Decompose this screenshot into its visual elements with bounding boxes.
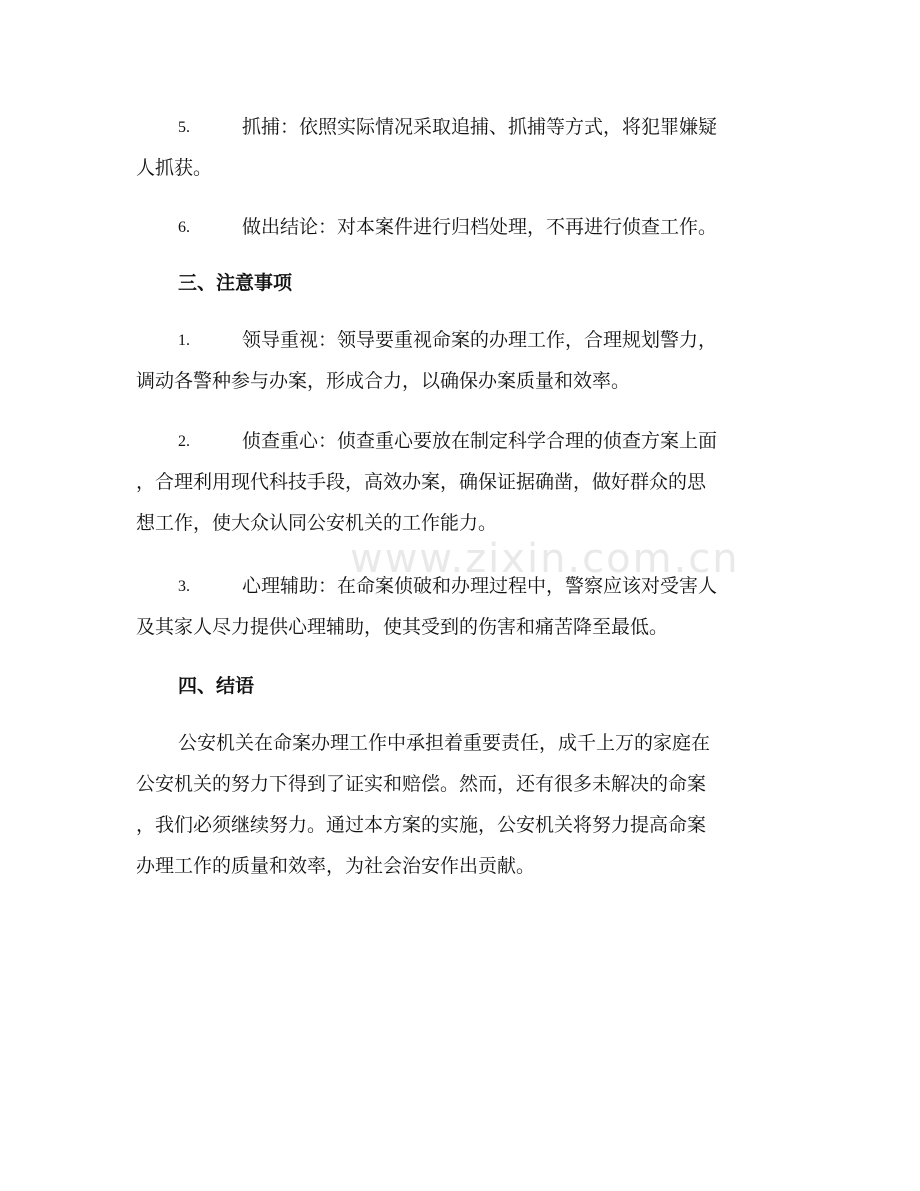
item-number: 5. [178, 119, 190, 136]
item-number: 6. [178, 219, 190, 236]
list-item-3 [136, 566, 776, 648]
list-item-1 [136, 320, 776, 402]
item-text-line: 心理辅助：在命案侦破和办理过程中，警察应该对受害人 [242, 575, 718, 597]
item-text-line: 领导重视：领导要重视命案的办理工作，合理规划警力， [242, 329, 718, 351]
paragraph-line: 办理工作的质量和效率，为社会治安作出贡献。 [136, 855, 536, 877]
watermark: www.zixin.com.cn [350, 536, 740, 582]
paragraph-line: 公安机关在命案办理工作中承担着重要责任，成千上万的家庭在 [178, 732, 711, 754]
paragraph-line: 公安机关的努力下得到了证实和赔偿。然而，还有很多未解决的命案 [136, 773, 707, 795]
conclusion-paragraph [136, 723, 776, 887]
list-item-2 [136, 421, 776, 544]
item-text-line: 人抓获。 [136, 157, 213, 179]
section-heading-conclusion: 四、结语 [178, 675, 255, 697]
item-text-line: 调动各警种参与办案，形成合力，以确保办案质量和效率。 [136, 370, 631, 392]
paragraph-line: ，我们必须继续努力。通过本方案的实施，公安机关将努力提高命案 [136, 814, 707, 836]
list-item-5 [136, 107, 776, 189]
item-text-line: ，合理利用现代科技手段，高效办案，确保证据确凿，做好群众的思 [136, 471, 707, 493]
item-text-line: 及其家人尽力提供心理辅助，使其受到的伤害和痛苦降至最低。 [136, 616, 669, 638]
list-item-6 [136, 207, 776, 248]
item-text-line: 做出结论：对本案件进行归档处理，不再进行侦查工作。 [242, 216, 718, 238]
section-heading-notes: 三、注意事项 [178, 272, 293, 294]
item-text-line: 想工作，使大众认同公安机关的工作能力。 [136, 512, 498, 534]
item-text-line: 侦查重心：侦查重心要放在制定科学合理的侦查方案上面 [242, 430, 718, 452]
item-text-line: 抓捕：依照实际情况采取追捕、抓捕等方式，将犯罪嫌疑 [242, 116, 718, 138]
item-number: 1. [178, 332, 190, 349]
item-number: 3. [178, 578, 190, 595]
item-number: 2. [178, 433, 190, 450]
